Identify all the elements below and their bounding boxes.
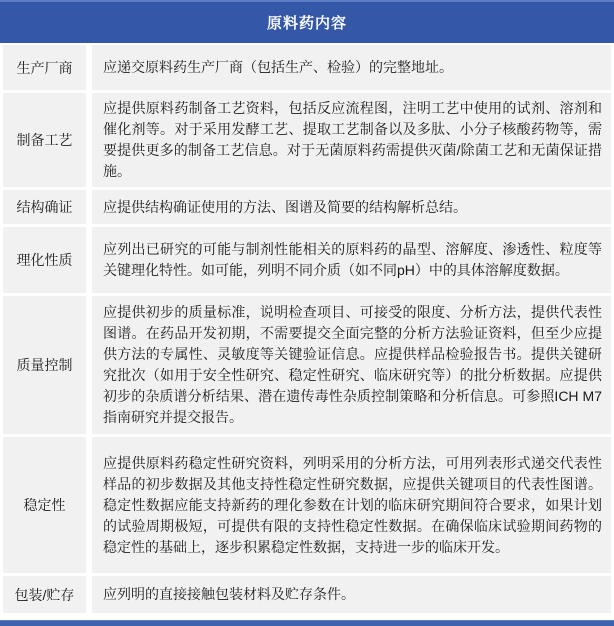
- row-label-manufacturing-process: 制备工艺: [3, 93, 86, 187]
- row-content-text: 应提供初步的质量标准，说明检查项目、可接受的限度、分析方法，提供代表性图谱。在药品开发初期，不需要提交全面完整的分析方法验证资料，但至少应提供方法的专属性、灵敏度等关键验证信息。应提供样品检验报告书。提供关键研究批次（如用于安全性研究、稳定性研究、临床研究等）的批分析数据。应提供初步的杂质谱分析结果、潜在遗传毒性杂质控制策略和分析信息。可参照ICH M7指南研究并提交报告。: [103, 304, 602, 425]
- table-row: [3, 437, 611, 573]
- row-content-stability: [92, 437, 611, 573]
- row-content-packaging-storage: [92, 576, 611, 613]
- table-row: [3, 190, 611, 224]
- row-content-text: 应提供原料药制备工艺资料，包括反应流程图，注明工艺中使用的试剂、溶剂和催化剂等。对于采用发酵工艺、提取工艺制备以及多肽、小分子核酸药物等，需要提供更多的制备工艺信息。对于无菌原料药需提供灭菌/除菌工艺和无菌保证措施。: [103, 100, 602, 179]
- row-label-manufacturer: 生产厂商: [3, 45, 86, 90]
- row-label-packaging-storage: 包装/贮存: [3, 576, 86, 613]
- row-label-physicochemical-properties: 理化性质: [3, 227, 86, 293]
- row-content-physicochemical-properties: [92, 227, 611, 293]
- table-row: [3, 93, 611, 187]
- table-row: [3, 576, 611, 613]
- row-content-manufacturer: [92, 45, 611, 90]
- row-content-manufacturing-process: [92, 93, 611, 187]
- row-label-stability: 稳定性: [3, 437, 86, 573]
- row-content-text: 应提供原料药稳定性研究资料，列明采用的分析方法，可用列表形式递交代表性样品的初步数据及其他支持性稳定性研究数据，应提供关键项目的代表性图谱。稳定性数据应能支持新药的理化参数在计划的临床研究期间符合要求，如果计划的试验周期极短，可提供有限的支持性稳定性数据。在确保临床试验期间药物的稳定性的基础上，逐步积累稳定性数据，支持进一步的临床开发。: [103, 454, 602, 555]
- table-row: [3, 45, 611, 90]
- row-content-text: 应列明的直接接触包装材料及贮存条件。: [103, 586, 355, 602]
- row-label-structure-confirmation: 结构确证: [3, 190, 86, 224]
- table-title: 原料药内容: [266, 15, 347, 32]
- row-content-text: 应列出已研究的可能与制剂性能相关的原料药的晶型、溶解度、渗透性、粒度等关键理化特性。如可能，列明不同介质（如不同pH）中的具体溶解度数据。: [103, 241, 602, 278]
- row-label-quality-control: 质量控制: [3, 296, 86, 434]
- bottom-accent-bar: [0, 620, 614, 626]
- table-row: [3, 296, 611, 434]
- table-header: [0, 0, 614, 43]
- table-row: [3, 227, 611, 293]
- row-content-quality-control: [92, 296, 611, 434]
- row-content-text: 应提供结构确证使用的方法、图谱及简要的结构解析总结。: [103, 198, 467, 215]
- table-body: [0, 43, 614, 620]
- row-content-structure-confirmation: [92, 190, 611, 224]
- row-content-text: 应递交原料药生产厂商（包括生产、检验）的完整地址。: [103, 59, 453, 75]
